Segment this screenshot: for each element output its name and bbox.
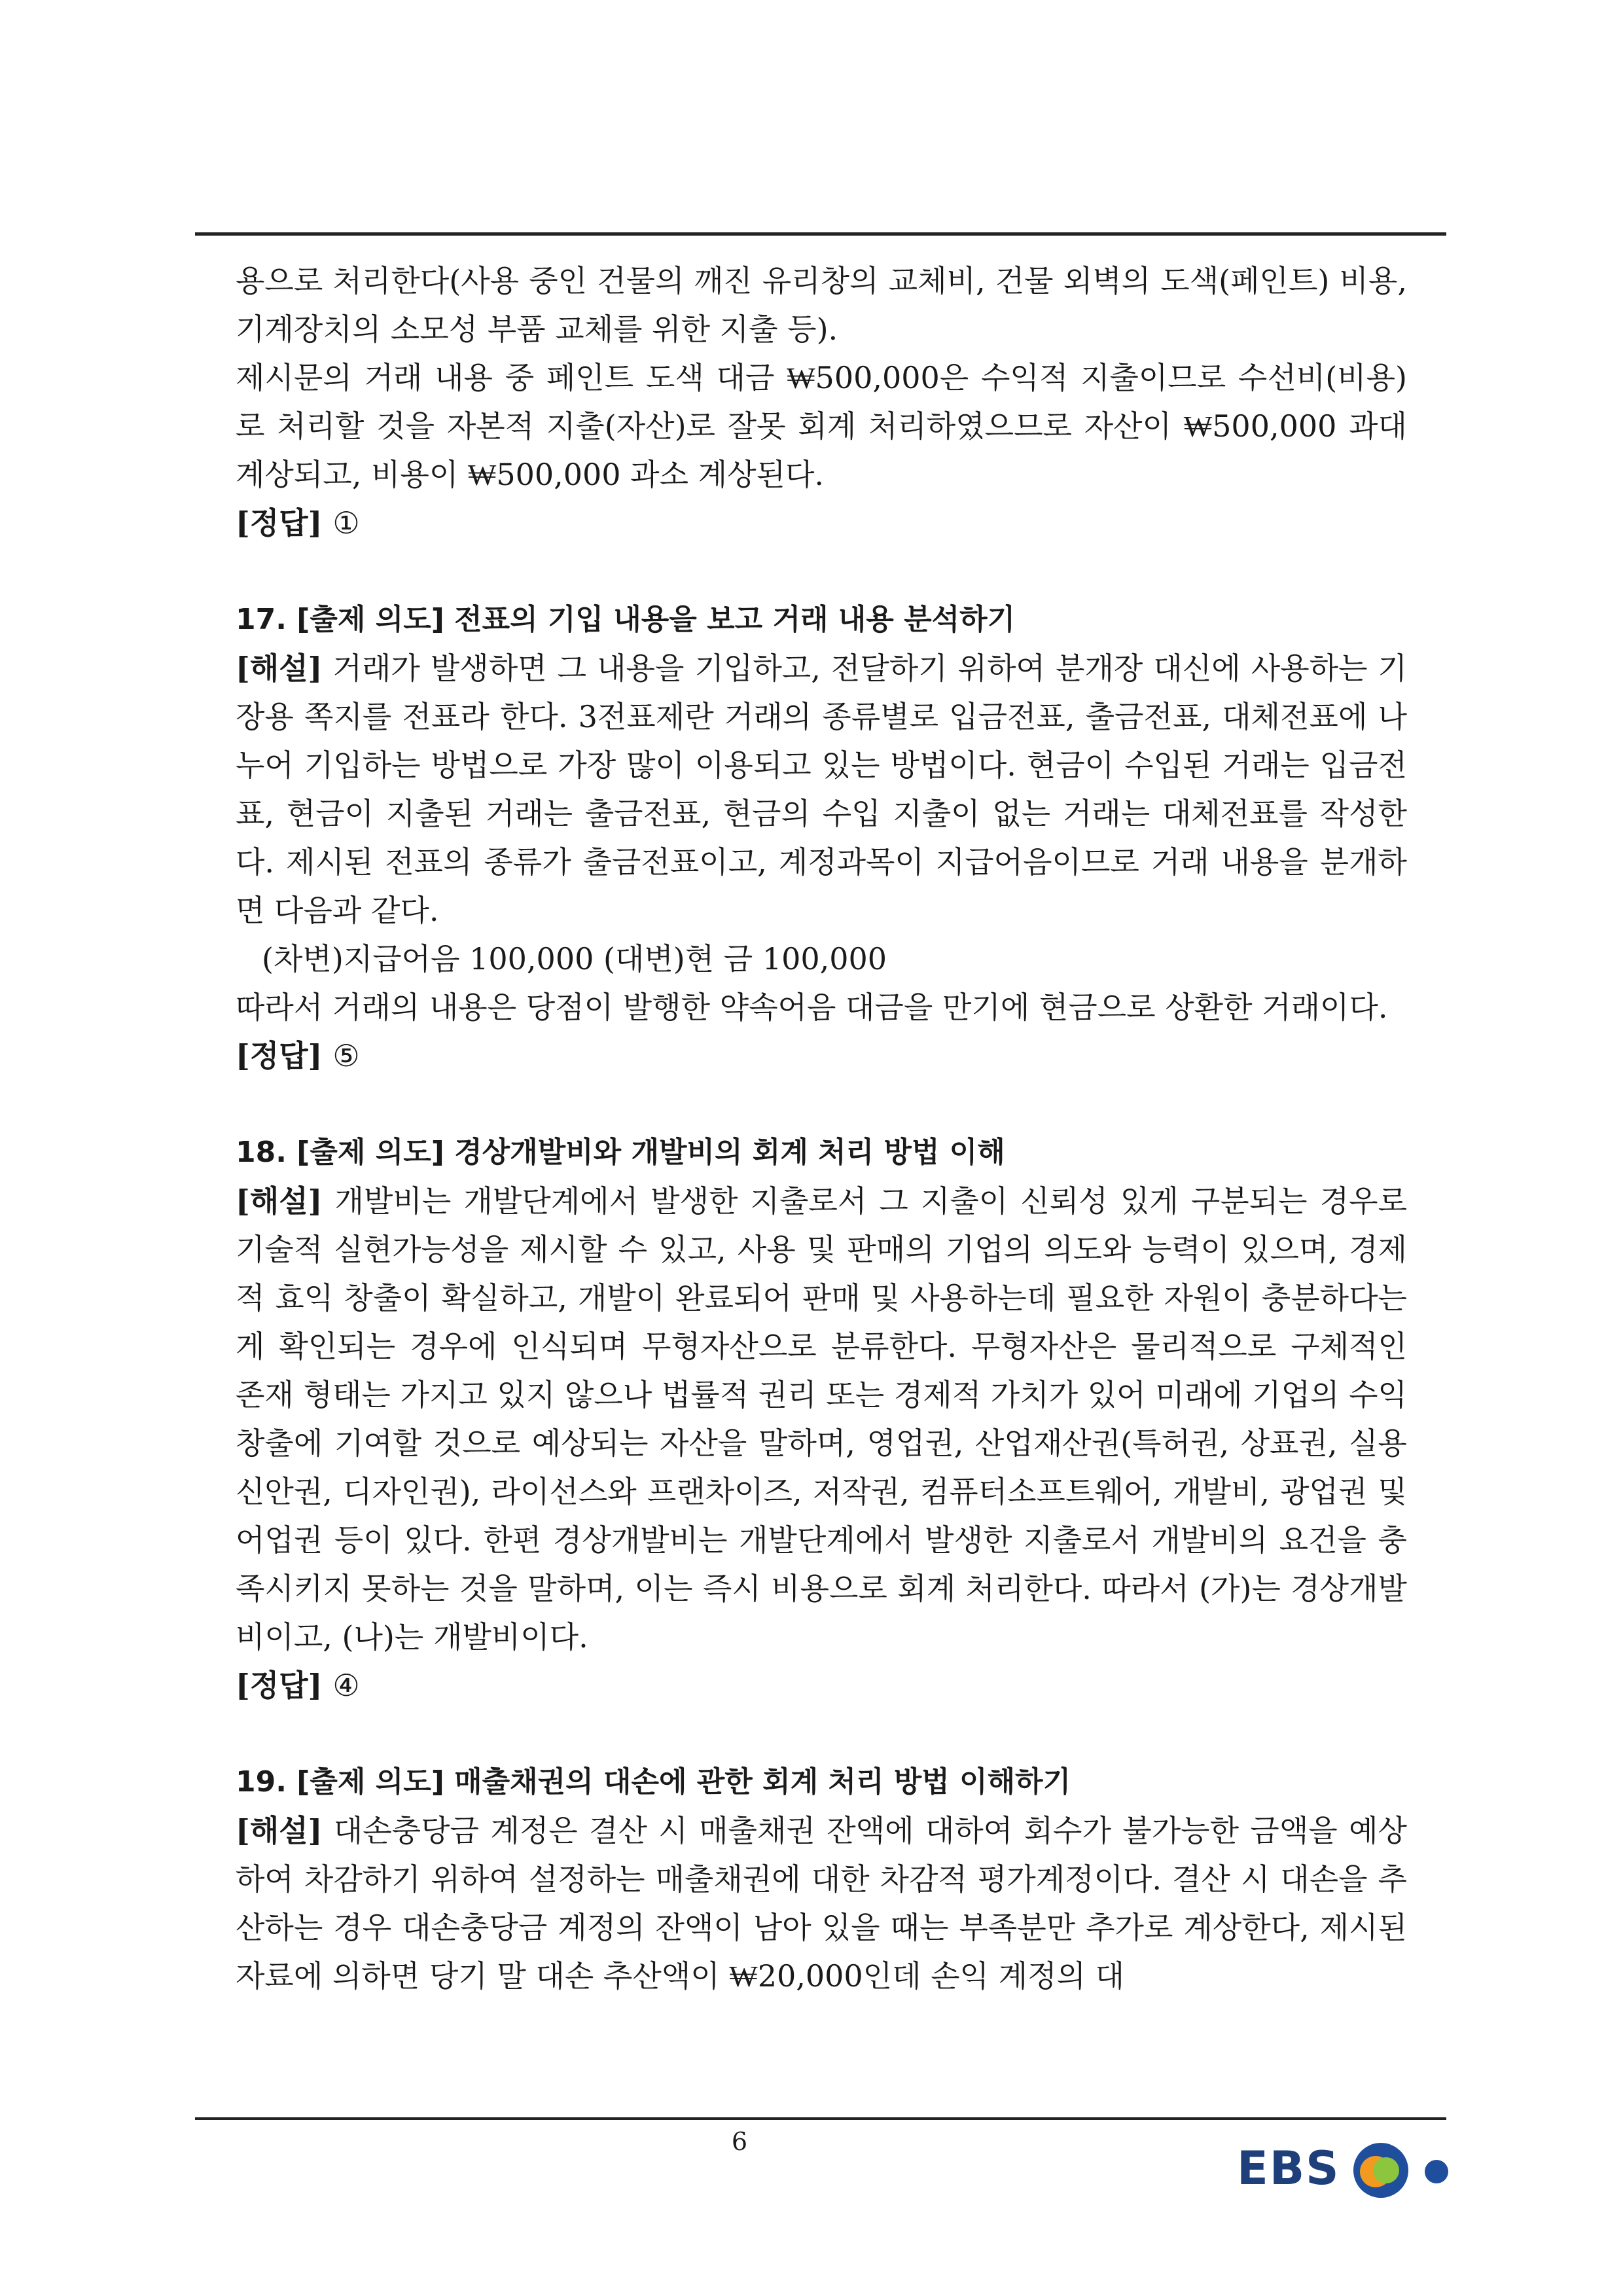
answer-17 [236,1031,1407,1080]
journal-entry: (차변)지급어음 100,000 (대변)현 금 100,000 [262,941,887,977]
ebs-logo-text: EBS [1237,2142,1340,2195]
paragraph-16-tail: 용으로 처리한다(사용 중인 건물의 깨진 유리창의 교체비, 건물 외벽의 도색(페인트) 비용, 기계장치의 소모성 부품 교체를 위한 지출 등). [236,263,1407,347]
explanation-text: 개발비는 개발단계에서 발생한 지출로서 그 지출이 신뢰성 있게 구분되는 경우로 기술적 실현가능성을 제시할 수 있고, 사용 및 판매의 기업의 의도와 능력이 있으며, 경제적 효익 창출이 확실하고, 개발이 완료되어 판매 및 사용하는데 필요한 자원이 충분하다는 게 확인되는 경우에 인식되며 무형자산으로 분류한다. 무형자산은 물리적으로 구체적인 존재 형태는 가지고 있지 않으나 법률적 권리 또는 경제적 가치가 있어 미래에 기업의 수익 창출에 기여할 것으로 예상되는 자산을 말하며, 영업권, 산업재산권(특허권, 상표권, 실용신안권, 디자인권), 라이선스와 프랜차이즈, 저작권, 컴퓨터소프트웨어, 개발비, 광업권 및 어업권 등이 있다. 한편 경상개발비는 개발단계에서 발생한 지출로서 개발비의 요건을 충족시키지 못하는 것을 말하며, 이는 즉시 비용으로 회계 처리한다. 따라서 (가)는 경상개발비이고, (나)는 개발비이다. [236,1183,1407,1655]
question-17-conclusion: 따라서 거래의 내용은 당점이 발행한 약속어음 대금을 만기에 현금으로 상환한 거래이다. [236,990,1388,1025]
question-19-explanation [236,1806,1407,2000]
header-rule [195,232,1446,236]
answer-label: [정답] [236,1038,323,1073]
question-18-heading: 18. [출제 의도] 경상개발비와 개발비의 회계 처리 방법 이해 [236,1136,1005,1169]
explanation-text: 거래가 발생하면 그 내용을 기입하고, 전달하기 위하여 분개장 대신에 사용하는 기장용 쪽지를 전표라 한다. 3전표제란 거래의 종류별로 입금전표, 출금전표, 대체전표에 나누어 기입하는 방법으로 가장 많이 이용되고 있는 방법이다. 현금이 수입된 거래는 입금전표, 현금이 지출된 거래는 출금전표, 현금의 수입 지출이 없는 거래는 대체전표를 작성한다. 제시된 전표의 종류가 출금전표이고, 계정과목이 지급어음이므로 거래 내용을 분개하면 다음과 같다. [236,651,1407,928]
explanation-label: [해설] [236,651,323,686]
document-body [236,257,1407,2000]
explanation-label: [해설] [236,1183,323,1219]
answer-label: [정답] [236,1668,323,1703]
paragraph-16-analysis: 제시문의 거래 내용 중 페인트 도색 대금 ₩500,000은 수익적 지출이므로 수선비(비용)로 처리할 것을 자본적 지출(자산)로 잘못 회계 처리하였으므로 자산이 ₩500,000 과대 계상되고, 비용이 ₩500,000 과소 계상된다. [236,360,1407,492]
footer-rule [195,2117,1446,2120]
question-17-explanation [236,644,1407,935]
answer-label: [정답] [236,505,323,541]
answer-mark: ⑤ [332,1038,360,1073]
page-number: 6 [731,2127,748,2156]
answer-16 [236,499,1407,547]
answer-mark: ④ [332,1668,360,1703]
ebs-logo-circles-icon [1348,2138,1459,2203]
explanation-label: [해설] [236,1813,323,1848]
question-19-heading: 19. [출제 의도] 매출채권의 대손에 관한 회계 처리 방법 이해하기 [236,1765,1071,1799]
answer-mark: ① [332,505,360,541]
question-18-explanation [236,1177,1407,1661]
question-17-heading: 17. [출제 의도] 전표의 기입 내용을 보고 거래 내용 분석하기 [236,603,1016,636]
answer-18 [236,1661,1407,1710]
explanation-text: 대손충당금 계정은 결산 시 매출채권 잔액에 대하여 회수가 불가능한 금액을 예상하여 차감하기 위하여 설정하는 매출채권에 대한 차감적 평가계정이다. 결산 시 대손을 추산하는 경우 대손충당금 계정의 잔액이 남아 있을 때는 부족분만 추가로 계상한다, 제시된 자료에 의하면 당기 말 대손 추산액이 ₩20,000인데 손익 계정의 대 [236,1813,1407,1994]
ebs-logo [1237,2135,1459,2207]
